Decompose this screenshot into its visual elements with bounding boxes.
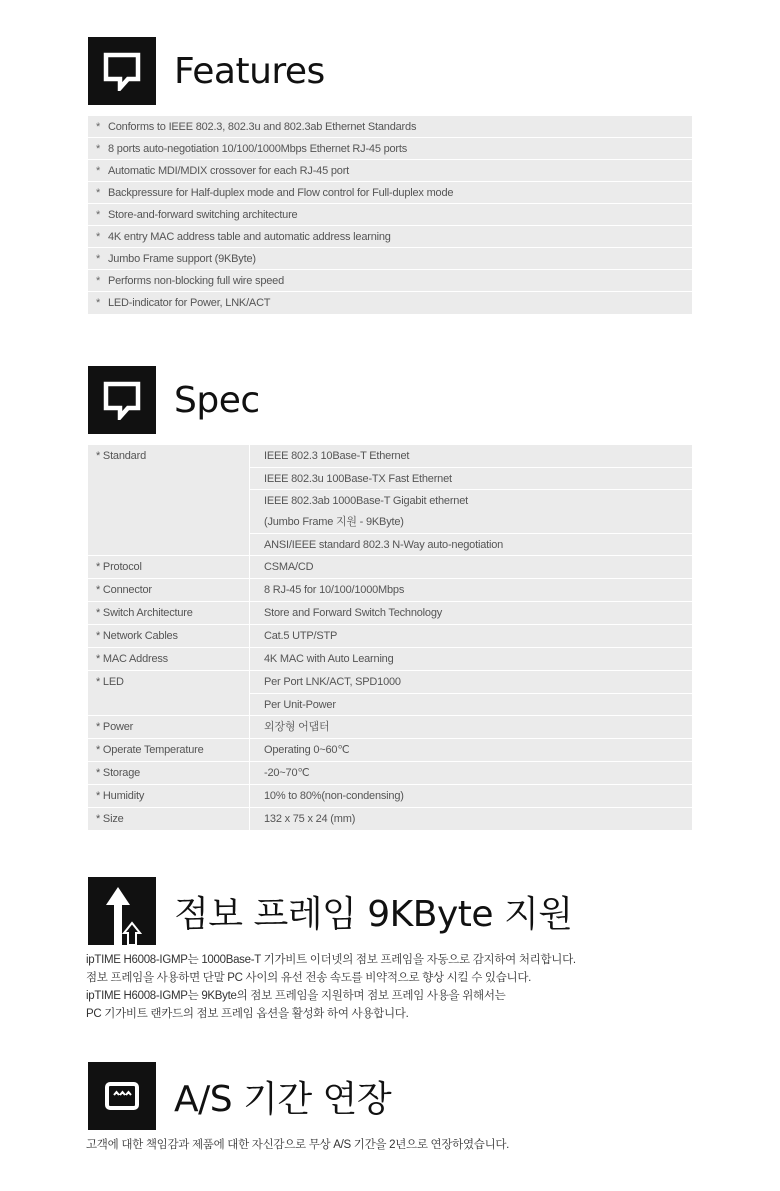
spec-row	[88, 602, 692, 625]
as-title: A/S 기간 연장	[174, 1078, 392, 1120]
feature-bullet: *	[96, 165, 101, 177]
upload-arrows-icon	[88, 877, 156, 945]
jumbo-description	[86, 951, 576, 1023]
feature-bullet: *	[96, 209, 101, 221]
spec-values	[250, 602, 692, 624]
feature-item	[88, 182, 692, 204]
feature-text: LED-indicator for Power, LNK/ACT	[108, 297, 271, 309]
feature-bullet: *	[96, 275, 101, 287]
spec-label: * Connector	[88, 579, 250, 601]
spec-table	[88, 445, 692, 830]
feature-item	[88, 292, 692, 314]
spec-label: * Switch Architecture	[88, 602, 250, 624]
spec-row	[88, 785, 692, 808]
features-title: Features	[174, 50, 325, 92]
spec-values	[250, 739, 692, 761]
spec-value: -20~70℃	[264, 767, 310, 779]
spec-row	[88, 445, 692, 556]
feature-bullet: *	[96, 187, 101, 199]
jumbo-line: ipTIME H6008-IGMP는 1000Base-T 기가비트 이더넷의 점보 프레임을 자동으로 감지하여 처리합니다.	[86, 954, 576, 966]
spec-row	[88, 716, 692, 739]
spec-label: * Storage	[88, 762, 250, 784]
jumbo-title: 점보 프레임 9KByte 지원	[174, 893, 573, 935]
jumbo-line: ipTIME H6008-IGMP는 9KByte의 점보 프레임을 지원하며 점보 프레임 사용을 위해서는	[86, 990, 506, 1002]
spec-label: * Standard	[88, 445, 250, 555]
feature-text: Backpressure for Half-duplex mode and Flow control for Full-duplex mode	[108, 187, 454, 199]
spec-row	[88, 579, 692, 602]
spec-label: * Network Cables	[88, 625, 250, 647]
spec-row	[88, 648, 692, 671]
features-header	[88, 37, 325, 105]
spec-values	[250, 648, 692, 670]
feature-item	[88, 226, 692, 248]
feature-item	[88, 116, 692, 138]
spec-value: IEEE 802.3u 100Base-TX Fast Ethernet	[250, 467, 692, 489]
features-list	[88, 116, 692, 314]
speech-bubble-icon	[88, 37, 156, 105]
spec-value: IEEE 802.3 10Base-T Ethernet	[264, 450, 410, 462]
feature-text: 4K entry MAC address table and automatic address learning	[108, 231, 391, 243]
spec-value: 4K MAC with Auto Learning	[264, 653, 394, 665]
spec-row	[88, 671, 692, 716]
spec-values	[250, 716, 692, 738]
feature-text: Performs non-blocking full wire speed	[108, 275, 285, 287]
spec-values	[250, 808, 692, 830]
spec-label: * Humidity	[88, 785, 250, 807]
spec-row	[88, 739, 692, 762]
spec-row	[88, 762, 692, 785]
spec-value: CSMA/CD	[264, 561, 314, 573]
spec-values	[250, 445, 692, 555]
spec-value: 외장형 어댑터	[264, 721, 330, 733]
feature-bullet: *	[96, 143, 101, 155]
spec-value: IEEE 802.3ab 1000Base-T Gigabit ethernet	[250, 489, 692, 511]
jumbo-header	[88, 877, 573, 945]
feature-item	[88, 248, 692, 270]
spec-value: 132 x 75 x 24 (mm)	[264, 813, 356, 825]
spec-value: Per Port LNK/ACT, SPD1000	[264, 676, 401, 688]
jumbo-line: PC 기가비트 랜카드의 점보 프레임 옵션을 활성화 하여 사용합니다.	[86, 1008, 409, 1020]
as-description: 고객에 대한 책임감과 제품에 대한 자신감으로 무상 A/S 기간을 2년으로 연장하였습니다.	[86, 1139, 510, 1151]
spec-row	[88, 808, 692, 830]
spec-values	[250, 556, 692, 578]
spec-value: Per Unit-Power	[250, 693, 692, 715]
spec-value: Store and Forward Switch Technology	[264, 607, 443, 619]
spec-value: Operating 0~60℃	[264, 744, 350, 756]
spec-label: * Size	[88, 808, 250, 830]
feature-item	[88, 270, 692, 292]
spec-values	[250, 579, 692, 601]
spec-label: * Protocol	[88, 556, 250, 578]
feature-item	[88, 160, 692, 182]
spec-value: ANSI/IEEE standard 802.3 N-Way auto-negotiation	[250, 533, 692, 555]
spec-label: * LED	[88, 671, 250, 715]
feature-bullet: *	[96, 297, 101, 309]
feature-text: Jumbo Frame support (9KByte)	[108, 253, 256, 265]
as-header	[88, 1062, 391, 1130]
feature-item	[88, 138, 692, 160]
spec-values	[250, 671, 692, 715]
speech-bubble-icon	[88, 366, 156, 434]
feature-bullet: *	[96, 121, 101, 133]
jumbo-line: 점보 프레임을 사용하면 단말 PC 사이의 유선 전송 속도를 비약적으로 향상 시킬 수 있습니다.	[86, 972, 532, 984]
spec-row	[88, 625, 692, 648]
feature-item	[88, 204, 692, 226]
spec-values	[250, 785, 692, 807]
feature-bullet: *	[96, 253, 101, 265]
spec-title: Spec	[174, 379, 260, 421]
feature-bullet: *	[96, 231, 101, 243]
spec-value: Cat.5 UTP/STP	[264, 630, 338, 642]
feature-text: Automatic MDI/MDIX crossover for each RJ-45 port	[108, 165, 350, 177]
spec-label: * MAC Address	[88, 648, 250, 670]
monitor-icon	[88, 1062, 156, 1130]
spec-values	[250, 625, 692, 647]
spec-label: * Power	[88, 716, 250, 738]
spec-value: 10% to 80%(non-condensing)	[264, 790, 404, 802]
spec-header	[88, 366, 260, 434]
feature-text: Store-and-forward switching architecture	[108, 209, 298, 221]
spec-values	[250, 762, 692, 784]
spec-label: * Operate Temperature	[88, 739, 250, 761]
spec-row	[88, 556, 692, 579]
feature-text: 8 ports auto-negotiation 10/100/1000Mbps Ethernet RJ-45 ports	[108, 143, 408, 155]
spec-value: 8 RJ-45 for 10/100/1000Mbps	[264, 584, 405, 596]
spec-value: (Jumbo Frame 지원 - 9KByte)	[264, 516, 404, 528]
feature-text: Conforms to IEEE 802.3, 802.3u and 802.3ab Ethernet Standards	[108, 121, 417, 133]
